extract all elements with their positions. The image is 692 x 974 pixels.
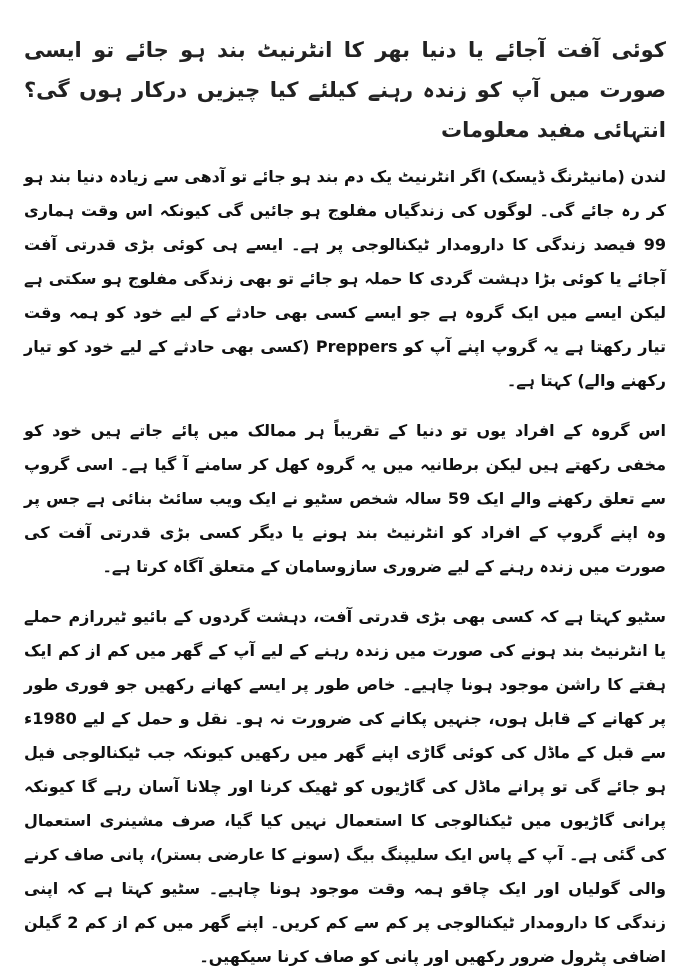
article-title: کوئی آفت آجائے یا دنیا بھر کا انٹرنیٹ بند ہو جائے تو ایسی صورت میں آپ کو زندہ رہنے کیلئے کیا چیزیں درکار ہوں گی؟ انتہائی مفید معلومات <box>24 38 666 142</box>
article-paragraph: اس گروہ کے افراد یوں تو دنیا کے تقریباً ہر ممالک میں پائے جاتے ہیں خود کو مخفی رکھتے ہیں لیکن برطانیہ میں یہ گروہ کھل کر سامنے آ گیا ہے۔ اسی گروپ سے تعلق رکھنے والے ایک 59 سالہ شخص سٹیو نے ایک ویب سائٹ بنائی ہے جس پر وہ اپنے گروپ کے افراد کو انٹرنیٹ بند ہونے یا دیگر کسی بڑی قدرتی آفت کی صورت میں زندہ رہنے کے لیے ضروری سازوسامان کے متعلق آگاہ کرتا ہے۔ <box>24 421 666 576</box>
article-paragraph: سٹیو کہتا ہے کہ کسی بھی بڑی قدرتی آفت، دہشت گردوں کے بائیو ٹیررازم حملے یا انٹرنیٹ بند ہونے کی صورت میں زندہ رہنے کے لیے آپ کے گھر میں کم از کم ایک ہفتے کا راشن موجود ہونا چاہیے۔ خاص طور پر ایسے کھانے رکھیں جو فوری طور پر کھانے کے قابل ہوں، جنہیں پکانے کی ضرورت نہ ہو۔ نقل و حمل کے لیے 1980ء سے قبل کے ماڈل کی کوئی گاڑی اپنے گھر میں رکھیں کیونکہ جب ٹیکنالوجی فیل ہو جائے گی تو پرانے ماڈل کی گاڑیوں کو ٹھیک کرنا اور چلانا آسان رہے گا کیونکہ پرانی گاڑیوں میں ٹیکنالوجی کا استعمال نہیں کیا گیا، صرف مشینری استعمال کی گئی ہے۔ آپ کے پاس ایک سلیپنگ بیگ (سونے کا عارضی بستر)، پانی صاف کرنے والی گولیاں اور ایک چاقو ہمہ وقت موجود ہونا چاہیے۔ سٹیو کہتا ہے کہ اپنی زندگی کا دارومدار ٹیکنالوجی پر کم سے کم کریں۔ اپنے گھر میں کم از کم 2 گیلن اضافی پٹرول ضرور رکھیں اور پانی کو صاف کرنا سیکھیں۔ <box>24 607 666 966</box>
article-paragraph: لندن (مانیٹرنگ ڈیسک) اگر انٹرنیٹ یک دم بند ہو جائے تو آدھی سے زیادہ دنیا بند ہو کر رہ جائے گی۔ لوگوں کی زندگیاں مفلوج ہو جائیں گی کیونکہ اس وقت ہماری 99 فیصد زندگی کا دارومدار ٹیکنالوجی پر ہے۔ ایسے ہی کوئی بڑی قدرتی آفت آجائے یا کوئی بڑا دہشت گردی کا حملہ ہو جائے تو بھی زندگی مفلوج ہو سکتی ہے لیکن ایسے میں ایک گروہ ہے جو ایسے کسی بھی حادثے کے لیے خود کو ہمہ وقت تیار رکھتا ہے یہ گروپ اپنے آپ کو Preppers (کسی بھی حادثے کے لیے خود کو تیار رکھنے والے) کہتا ہے۔ <box>24 167 666 390</box>
